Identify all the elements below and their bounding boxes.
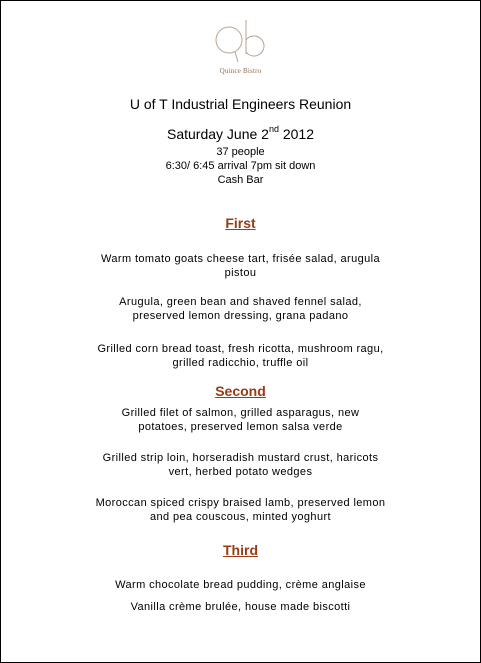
course-heading-second: Second <box>215 383 266 399</box>
guest-count: 37 people <box>216 146 265 158</box>
bar-info: Cash Bar <box>217 174 264 186</box>
menu-item: Warm tomato goats cheese tart, frisée salad, arugula pistou <box>100 253 380 279</box>
menu-item: Moroccan spiced crispy braised lamb, preserved lemon and pea couscous, minted yoghurt <box>95 497 386 523</box>
menu-item: Vanilla crème brulée, house made biscotti <box>130 601 351 613</box>
qb-monogram-icon <box>211 18 271 64</box>
course-heading-first: First <box>225 215 256 231</box>
arrival-time: 6:30/ 6:45 arrival 7pm sit down <box>165 160 316 172</box>
menu-item: Grilled strip loin, horseradish mustard crust, haricots vert, herbed potato wedges <box>102 452 379 478</box>
event-date: Saturday June 2nd 2012 <box>166 124 315 142</box>
course-heading-third: Third <box>223 542 258 558</box>
event-title: U of T Industrial Engineers Reunion <box>129 96 352 112</box>
event-details <box>0 145 481 187</box>
menu-item: Arugula, green bean and shaved fennel salad, preserved lemon dressing, grana padano <box>119 296 362 322</box>
menu-item: Grilled filet of salmon, grilled asparagus, new potatoes, preserved lemon salsa verde <box>121 407 360 433</box>
menu-item: Warm chocolate bread pudding, crème anglaise <box>115 579 366 591</box>
menu-item: Grilled corn bread toast, fresh ricotta, mushroom ragu, grilled radicchio, truffle oil <box>97 343 384 369</box>
logo <box>0 18 481 75</box>
brand-name: Quince Bistro <box>219 67 262 75</box>
